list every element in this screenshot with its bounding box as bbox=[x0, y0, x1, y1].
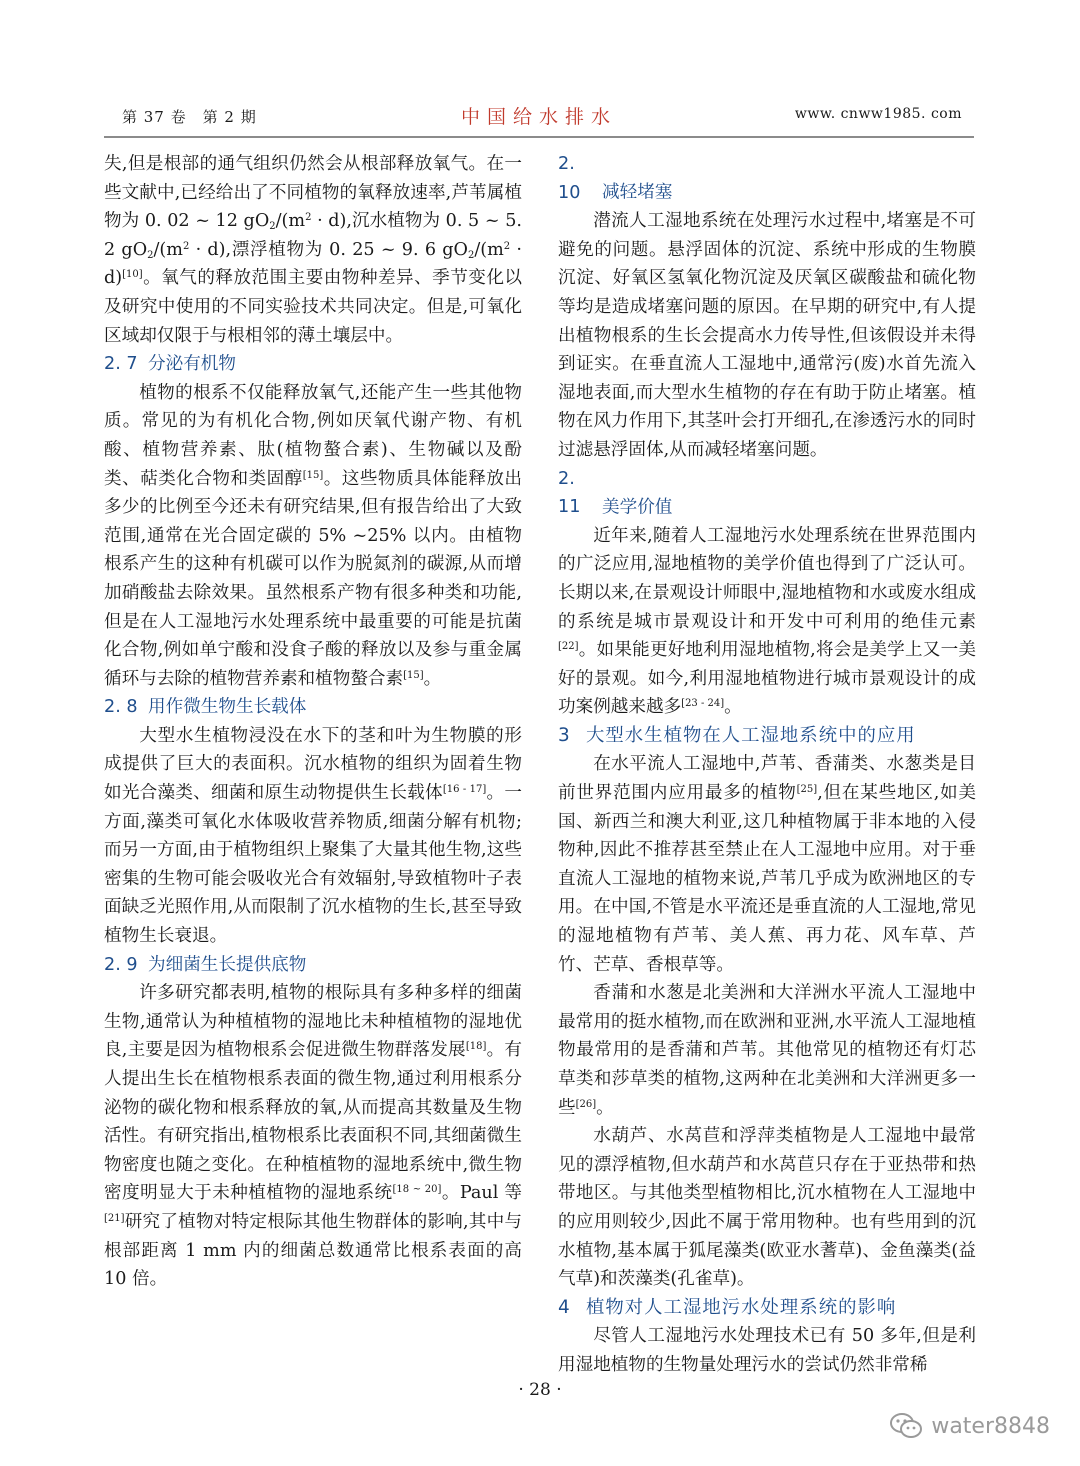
paragraph-organic-secretion: 植物的根系不仅能释放氧气,还能产生一些其他物质。常见的为有机化合物,例如厌氧代谢产物、有机酸、植物营养素、肽(植物螯合素)、生物碱以及酚类、萜类化合物和类固醇[15]。这些物质具体能释放出多少的比例至今还未有研究结果,但有报告给出了大致范围,通常在光合固定碳的 5% ~25% 以内。由植物根系产生的这种有机碳可以作为脱氮剂的碳源,从而增加硝酸盐去除效果。虽然根系产物有很多种类和功能,但是在人工湿地污水处理系统中最重要的可能是抗菌化合物,例如单宁酸和没食子酸的释放以及参与重金属循环与去除的植物营养素和植物螯合素[15]。 bbox=[104, 382, 522, 689]
section-heading-3: 3 大型水生植物在人工湿地系统中的应用 bbox=[558, 724, 916, 746]
journal-website: www. cnww1985. com bbox=[794, 106, 962, 122]
running-header bbox=[104, 100, 974, 134]
section-heading-2-9: 2. 9 为细菌生长提供底物 bbox=[104, 954, 307, 975]
paragraph-aesthetic: 近年来,随着人工湿地污水处理系统在世界范围内的广泛应用,湿地植物的美学价值也得到了广泛认可。长期以来,在景观设计师眼中,湿地植物和水或废水组成的系统是城市景观设计和开发中可利用的绝佳元素[22]。如果能更好地利用湿地植物,将会是美学上又一美好的景观。如今,利用湿地植物进行城市景观设计的成功案例越来越多[23 - 24]。 bbox=[558, 525, 976, 718]
section-heading-4: 4 植物对人工湿地污水处理系统的影响 bbox=[558, 1296, 897, 1318]
citation: [18 ~ 20] bbox=[392, 1184, 442, 1196]
paragraph-clogging: 潜流人工湿地系统在处理污水过程中,堵塞是不可避免的问题。悬浮固体的沉淀、系统中形成的生物膜沉淀、好氧区氢氧化物沉淀及厌氧区碳酸盐和硫化物等均是造成堵塞问题的原因。在早期的研究中,有人提出植物根系的生长会提高水力传导性,但该假设并未得到证实。在垂直流人工湿地中,通常污(废)水首先流入湿地表面,而大型水生植物的存在有助于防止堵塞。植物在风力作用下,其茎叶会打开细孔,在渗透污水的同时过滤悬浮固体,从而减轻堵塞问题。 bbox=[558, 211, 976, 460]
citation: [15] bbox=[302, 469, 324, 481]
paragraph-plant-influence: 尽管人工湿地污水处理技术已有 50 多年,但是利用湿地植物的生物量处理污水的尝试仍然非常稀 bbox=[558, 1326, 976, 1375]
citation: [18] bbox=[465, 1041, 487, 1053]
citation: [26] bbox=[575, 1098, 597, 1110]
left-column bbox=[104, 150, 522, 1294]
section-heading-2-11: 2. 11 美学价值 bbox=[558, 468, 673, 518]
paragraph-floating-plants: 水葫芦、水莴苣和浮萍类植物是人工湿地中最常见的漂浮植物,但水葫芦和水莴苣只存在于亚热带和热带地区。与其他类型植物相比,沉水植物在人工湿地中的应用则较少,因此不属于常用物种。也有些用到的沉水植物,基本属于狐尾藻类(欧亚水蓍草)、金鱼藻类(益气草)和茨藻类(孔雀草)。 bbox=[558, 1126, 976, 1290]
citation: [16 - 17] bbox=[442, 784, 487, 796]
paragraph-biofilm-carrier: 大型水生植物浸没在水下的茎和叶为生物膜的形成提供了巨大的表面积。沉水植物的组织为固着生物如光合藻类、细菌和原生动物提供生长载体[16 - 17]。一方面,藻类可氧化水体吸收营养物质,细菌分解有机物;而另一方面,由于植物组织上聚集了大量其他生物,这些密集的生物可能会吸收光合有效辐射,导致植物叶子表面缺乏光照作用,从而限制了沉水植物的生长,甚至导致植物生长衰退。 bbox=[104, 725, 522, 947]
citation: [25] bbox=[796, 784, 818, 796]
watermark-text: water8848 bbox=[931, 1413, 1050, 1439]
citation: [15] bbox=[403, 669, 424, 681]
citation: [21] bbox=[104, 1212, 125, 1224]
paragraph-emergent-plants: 香蒲和水葱是北美洲和大洋洲水平流人工湿地中最常用的挺水植物,而在欧洲和亚洲,水平流人工湿地植物最常用的是香蒲和芦苇。其他常见的植物还有灯芯草类和莎草类的植物,这两种在北美洲和大洋洲更多一些[26]。 bbox=[558, 983, 976, 1118]
citation: [10] bbox=[122, 269, 143, 281]
section-heading-2-10: 2. 10 减轻堵塞 bbox=[558, 154, 673, 203]
paragraph-oxygen-release: 失,但是根部的通气组织仍然会从根部释放氧气。在一些文献中,已经给出了不同植物的氧释放速率,芦苇属植物为 0. 02 ~ 12 $gO_2/(m^2 \cdot d)$,沉水植物为 0. 5 ~ 5. 2 $gO_2/(m^2 \cdot d)$,漂浮植物为 0. 25 ~ 9. 6 $gO_2/(m^2 \cdot d)[10]$。氧气的释放范围主要由物种差异、季节变化以及研究中使用的不同实验技术共同决定。但是,可氧化区域却仅限于与根相邻的薄土壤层中。 bbox=[104, 154, 522, 346]
paragraph-bacteria-substrate: 许多研究都表明,植物的根际具有多种多样的细菌生物,通常认为种植植物的湿地比未种植植物的湿地优良,主要是因为植物根系会促进微生物群落发展[18]。有人提出生长在植物根系表面的微生物,通过利用根系分泌物的碳化物和根系释放的氧,从而提高其数量及生物活性。有研究指出,植物根系比表面积不同,其细菌微生物密度也随之变化。在种植植物的湿地系统中,微生物密度明显大于未种植植物的湿地系统[18 ~ 20]。Paul 等[21]研究了植物对特定根际其他生物群体的影响,其中与根部距离 1 mm 内的细菌总数通常比根系表面的高 10 倍。 bbox=[104, 983, 522, 1290]
watermark bbox=[889, 1408, 1050, 1444]
volume-issue: 第 37 卷 第 2 期 bbox=[122, 108, 257, 126]
paragraph-application: 在水平流人工湿地中,芦苇、香蒲类、水葱类是目前世界范围内应用最多的植物[25],但在某些地区,如美国、新西兰和澳大利亚,这几种植物属于非本地的入侵物种,因此不推荐甚至禁止在人工湿地中应用。对于垂直流人工湿地的植物来说,芦苇几乎成为欧洲地区的专用。在中国,不管是水平流还是垂直流的人工湿地,常见的湿地植物有芦苇、美人蕉、再力花、风车草、芦竹、芒草、香根草等。 bbox=[558, 754, 976, 975]
page-number: · 28 · bbox=[518, 1380, 562, 1400]
right-column bbox=[558, 150, 976, 1380]
journal-title: 中国给水排水 bbox=[460, 106, 617, 128]
citation: [23 - 24] bbox=[681, 698, 725, 710]
section-heading-2-7: 2. 7 分泌有机物 bbox=[104, 354, 236, 375]
header-rule bbox=[104, 136, 974, 138]
wechat-icon bbox=[889, 1412, 923, 1440]
citation: [22] bbox=[558, 641, 579, 653]
section-heading-2-8: 2. 8 用作微生物生长载体 bbox=[104, 697, 307, 718]
